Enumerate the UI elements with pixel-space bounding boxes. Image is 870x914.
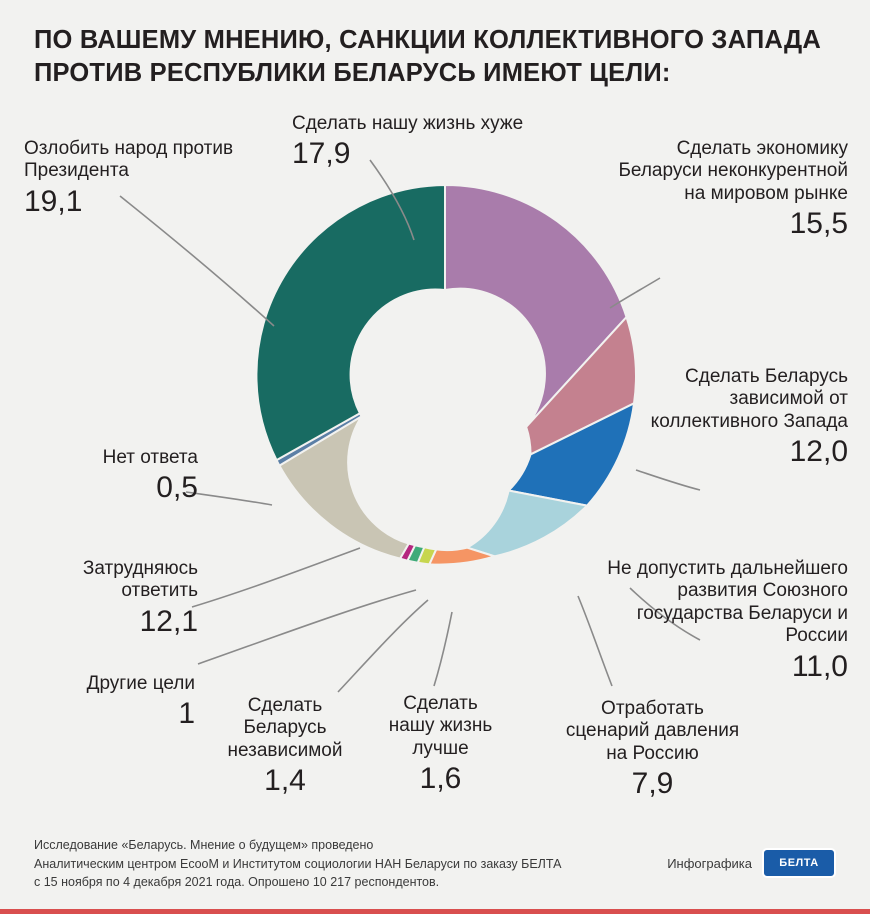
label-other-text: Другие цели — [86, 673, 195, 694]
label-hard-text: Затрудняюсь ответить — [82, 558, 198, 602]
label-depend-value: 12,0 — [789, 435, 848, 469]
donut-chart-svg — [245, 175, 645, 575]
label-economy-text: Сделать экономику Беларуси неконкурентной на мировом рынке — [618, 138, 848, 204]
label-depend-text: Сделать Беларусь зависимой от коллективного Запада — [650, 366, 848, 432]
label-other-value: 1 — [178, 697, 195, 731]
label-hard-value: 12,1 — [139, 604, 198, 638]
label-other — [30, 673, 195, 730]
label-noanswer — [28, 447, 198, 504]
label-noanswer-text: Нет ответа — [102, 447, 198, 468]
label-depend — [628, 366, 848, 468]
label-worse — [292, 113, 572, 170]
footer-line-1: Исследование «Беларусь. Мнение о будущем» проведено — [34, 837, 374, 852]
label-union-text: Не допустить дальнейшего развития Союзного государства Беларуси и России — [607, 558, 848, 647]
label-indep — [215, 695, 355, 797]
label-anger-value: 19,1 — [24, 184, 83, 218]
label-indep-value: 1,4 — [264, 764, 306, 798]
page-title: ПО ВАШЕМУ МНЕНИЮ, САНКЦИИ КОЛЛЕКТИВНОГО ЗАПАДА ПРОТИВ РЕСПУБЛИКИ БЕЛАРУСЬ ИМЕЮТ ЦЕЛИ: — [34, 26, 821, 87]
donut-chart — [245, 175, 645, 575]
label-better — [378, 693, 503, 795]
label-indep-text: Сделать Беларусь независимой — [227, 695, 343, 761]
label-economy — [600, 138, 848, 240]
label-worse-value: 17,9 — [292, 137, 351, 171]
label-hard — [28, 558, 198, 638]
bottom-rule — [0, 909, 870, 914]
footer-line-3: с 15 ноября по 4 декабря 2021 года. Опрошено 10 217 респондентов. — [34, 875, 440, 890]
label-noanswer-value: 0,5 — [156, 471, 198, 505]
label-economy-value: 15,5 — [789, 207, 848, 241]
label-russia — [560, 698, 745, 800]
belta-logo: БЕЛТА — [762, 848, 836, 878]
footer-note — [34, 836, 634, 892]
credit-block — [667, 848, 836, 878]
footer-line-2: Аналитическим центром ЕcooM и Институтом социологии НАН Беларуси по заказу БЕЛТА — [34, 856, 562, 871]
label-union — [570, 558, 848, 683]
credit-text: Инфографика — [667, 855, 752, 871]
label-anger-text: Озлобить народ против Президента — [24, 138, 234, 182]
label-russia-value: 7,9 — [631, 767, 674, 801]
label-russia-text: Отработать сценарий давления на Россию — [565, 698, 740, 764]
label-union-value: 11,0 — [791, 649, 848, 683]
label-anger — [24, 138, 254, 218]
donut-hole — [361, 291, 529, 459]
label-better-value: 1,6 — [419, 762, 462, 796]
label-better-text: Сделать нашу жизнь лучше — [388, 693, 493, 759]
label-worse-text: Сделать нашу жизнь хуже — [292, 113, 524, 134]
